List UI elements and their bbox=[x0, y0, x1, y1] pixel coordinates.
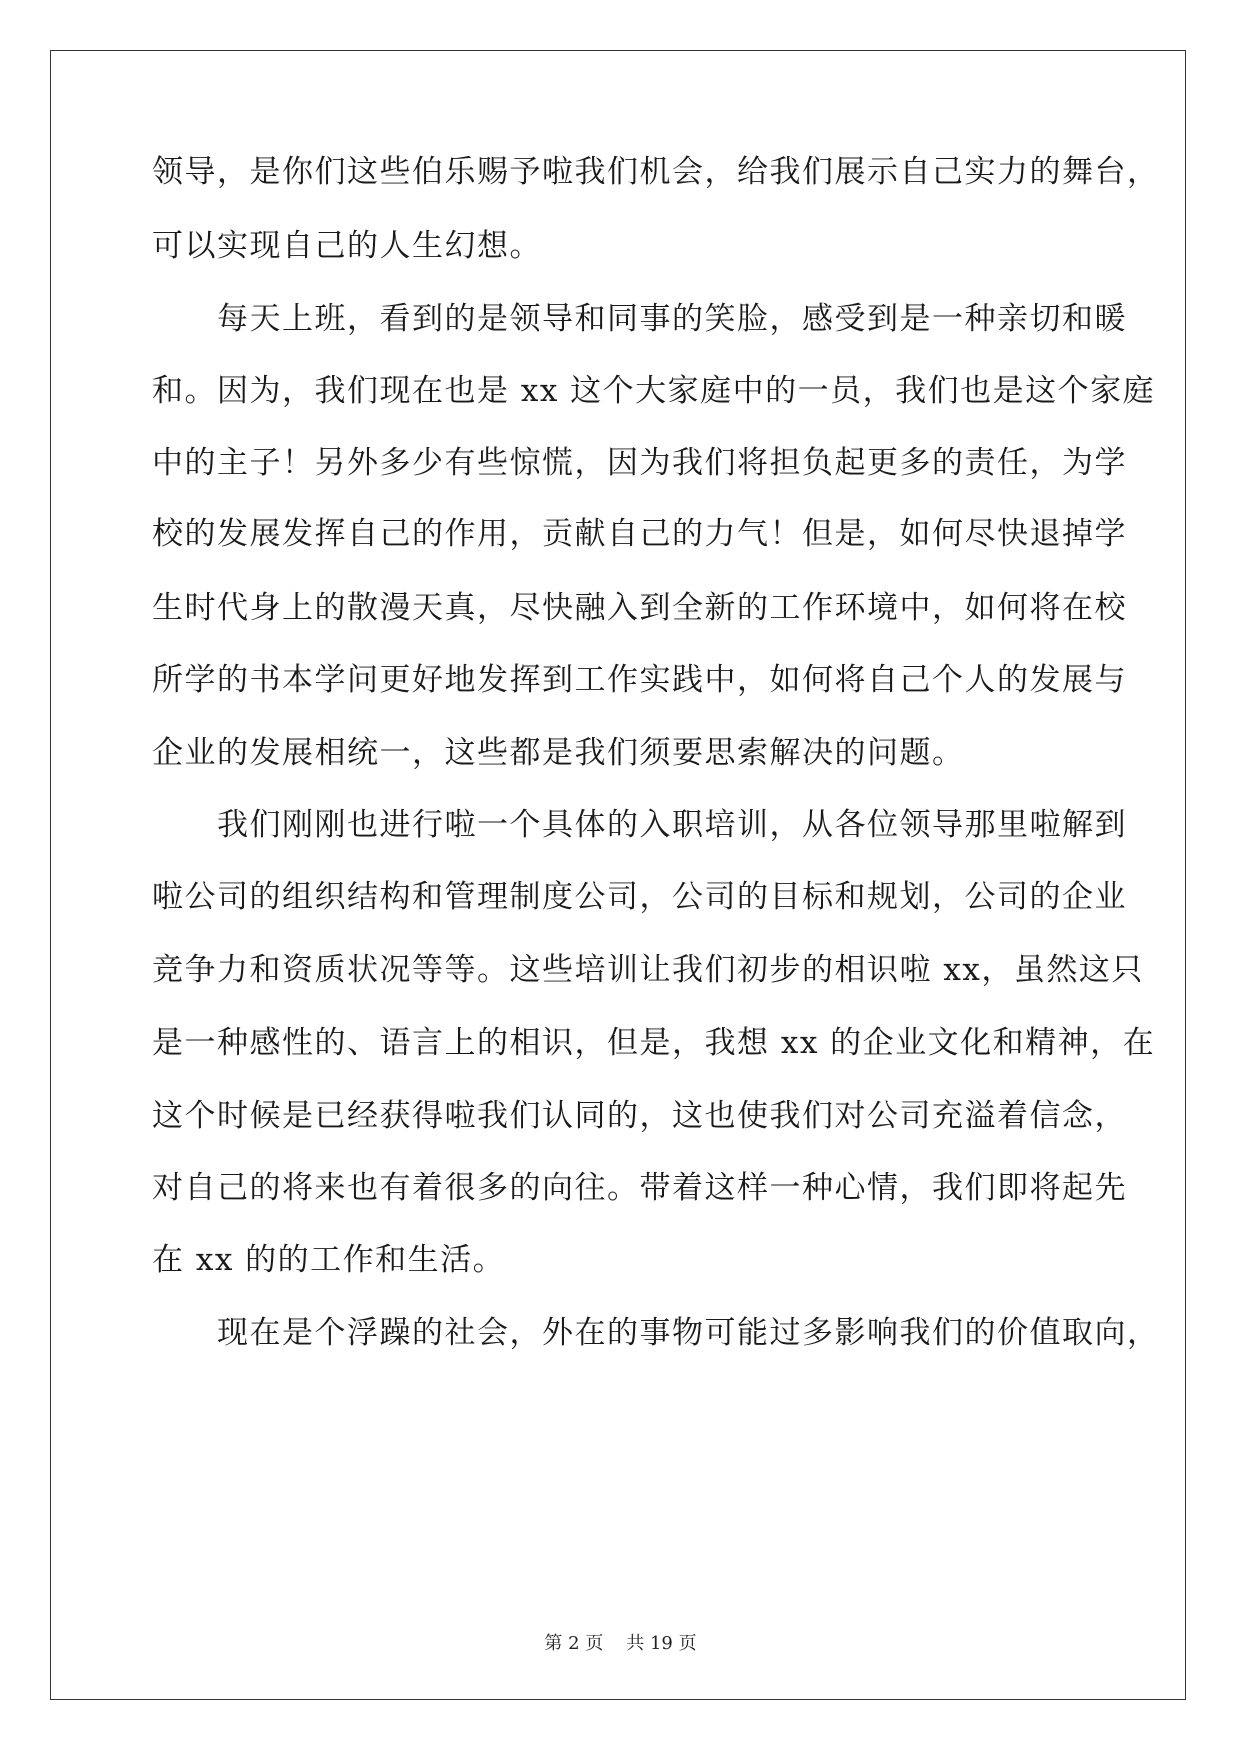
page-total: 共 19 页 bbox=[626, 1633, 697, 1654]
text-line: 对自己的将来也有着很多的向往。带着这样一种心情，我们即将起先 bbox=[152, 1170, 1127, 1206]
text-line: 这个时候是已经获得啦我们认同的，这也使我们对公司充溢着信念， bbox=[152, 1098, 1127, 1134]
text-line: 在 xx 的的工作和生活。 bbox=[152, 1242, 506, 1278]
text-line: 校的发展发挥自己的作用，贡献自己的力气！但是，如何尽快退掉学 bbox=[152, 516, 1127, 552]
text-line: 和。因为，我们现在也是 xx 这个大家庭中的一员，我们也是这个家庭 bbox=[152, 373, 1156, 409]
page-border bbox=[50, 50, 1186, 1700]
text-line: 领导，是你们这些伯乐赐予啦我们机会，给我们展示自己实力的舞台， bbox=[152, 154, 1160, 190]
page-number: 第 2 页 bbox=[544, 1633, 604, 1654]
text-line: 生时代身上的散漫天真，尽快融入到全新的工作环境中，如何将在校 bbox=[152, 590, 1127, 626]
text-line: 竞争力和资质状况等等。这些培训让我们初步的相识啦 xx，虽然这只 bbox=[152, 952, 1144, 988]
text-line: 是一种感性的、语言上的相识，但是，我想 xx 的企业文化和精神，在 bbox=[152, 1025, 1156, 1061]
text-line: 我们刚刚也进行啦一个具体的入职培训，从各位领导那里啦解到 bbox=[152, 807, 1127, 843]
page-footer bbox=[0, 1632, 1241, 1656]
text-line: 可以实现自己的人生幻想。 bbox=[152, 228, 542, 264]
text-line: 所学的书本学问更好地发挥到工作实践中，如何将自己个人的发展与 bbox=[152, 662, 1127, 698]
text-line: 现在是个浮躁的社会，外在的事物可能过多影响我们的价值取向， bbox=[152, 1315, 1160, 1351]
text-line: 啦公司的组织结构和管理制度公司，公司的目标和规划，公司的企业 bbox=[152, 879, 1127, 915]
text-line: 企业的发展相统一，这些都是我们须要思索解决的问题。 bbox=[152, 735, 965, 771]
text-line: 每天上班，看到的是领导和同事的笑脸，感受到是一种亲切和暖 bbox=[152, 301, 1127, 337]
text-line: 中的主子！另外多少有些惊慌，因为我们将担负起更多的责任，为学 bbox=[152, 445, 1127, 481]
